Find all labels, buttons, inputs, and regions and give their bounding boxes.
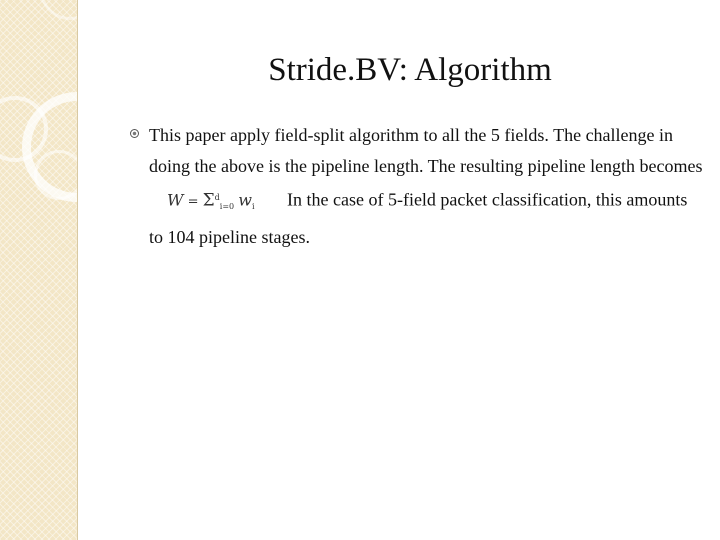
decorative-side-panel (0, 0, 78, 540)
formula-lhs: W (167, 190, 184, 210)
slide-content (130, 120, 705, 253)
bullet-icon (130, 129, 139, 138)
formula-equals: = (187, 194, 199, 210)
pipeline-length-formula (167, 182, 275, 222)
formula-term-subscript: i (252, 201, 255, 211)
bullet-item (130, 120, 705, 253)
formula-sum-icon: Σ (202, 190, 215, 211)
bullet-text-before: This paper apply field-split algorithm to all the 5 fields. The challenge in doing the above is the pipeline length. The resulting pipeline length becomes (149, 125, 703, 176)
decorative-ring (40, 0, 78, 20)
formula-term: w (238, 190, 252, 210)
formula-lower-limit: i=0 (219, 201, 235, 211)
bullet-text-after: In the case of 5-field packet classification, this amounts to 104 pipeline stages. (149, 189, 688, 247)
slide-title: Stride.BV: Algorithm (268, 52, 552, 88)
formula-upper-limit: d (214, 193, 220, 202)
decorative-ring (34, 150, 78, 200)
